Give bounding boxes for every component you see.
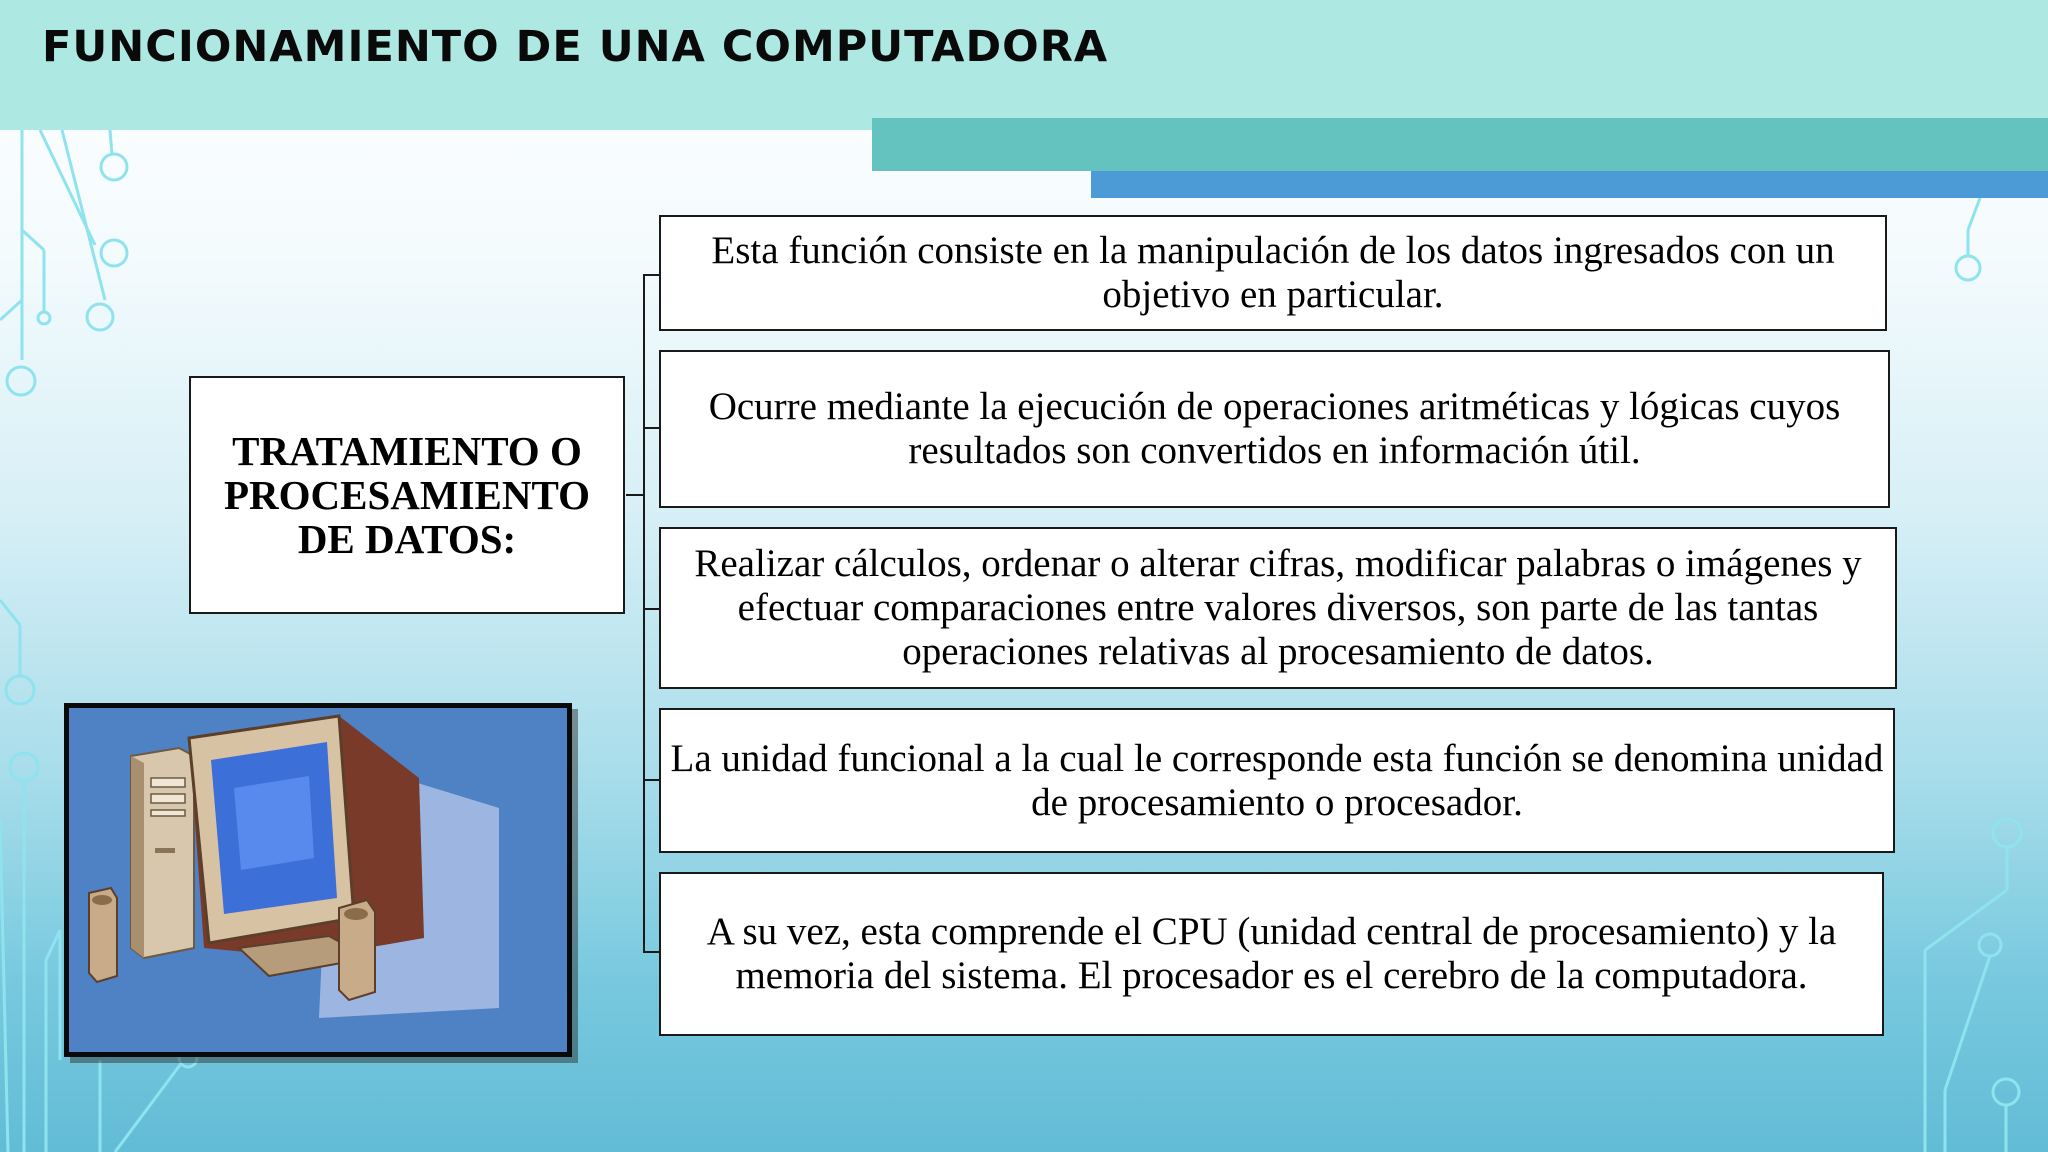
detail-text-2: Ocurre mediante la ejecución de operaciones aritméticas y lógicas cuyos resultados son convertidos en información útil. — [708, 385, 1841, 472]
accent-bar-blue — [1091, 171, 2048, 198]
topic-label: TRATAMIENTO O PROCESAMIENTO DE DATOS: — [223, 428, 591, 562]
bracket-tick — [643, 274, 660, 276]
page-title: FUNCIONAMIENTO DE UNA COMPUTADORA — [42, 22, 1109, 72]
bracket-connector — [626, 494, 644, 496]
detail-text-4: La unidad funcional a la cual le corresponde esta función se denomina unidad de procesamiento o procesador. — [670, 736, 1884, 824]
bracket-tick — [643, 779, 660, 781]
detail-box-2 — [659, 350, 1890, 508]
topic-box — [189, 376, 625, 614]
bracket-tick — [643, 951, 660, 953]
detail-box-5 — [659, 872, 1884, 1036]
detail-box-1 — [659, 215, 1887, 331]
detail-box-4 — [659, 708, 1895, 853]
desktop-computer-icon — [69, 708, 567, 1052]
detail-text-1: Esta función consiste en la manipulación de los datos ingresados con un objetivo en particular. — [711, 229, 1835, 316]
bracket-tick — [643, 427, 660, 429]
bracket-tick — [643, 608, 660, 610]
computer-illustration — [64, 703, 572, 1057]
accent-bar-teal — [872, 118, 2048, 171]
detail-text-3: Realizar cálculos, ordenar o alterar cifras, modificar palabras o imágenes y efectuar comparaciones entre valores diversos, son parte de las tantas operaciones relativas al procesamiento de datos. — [694, 542, 1862, 673]
detail-text-5: A su vez, esta comprende el CPU (unidad central de procesamiento) y la memoria del sistema. El procesador es el cerebro de la computadora. — [706, 910, 1837, 997]
detail-box-3 — [659, 527, 1897, 689]
bracket-spine — [643, 274, 645, 953]
